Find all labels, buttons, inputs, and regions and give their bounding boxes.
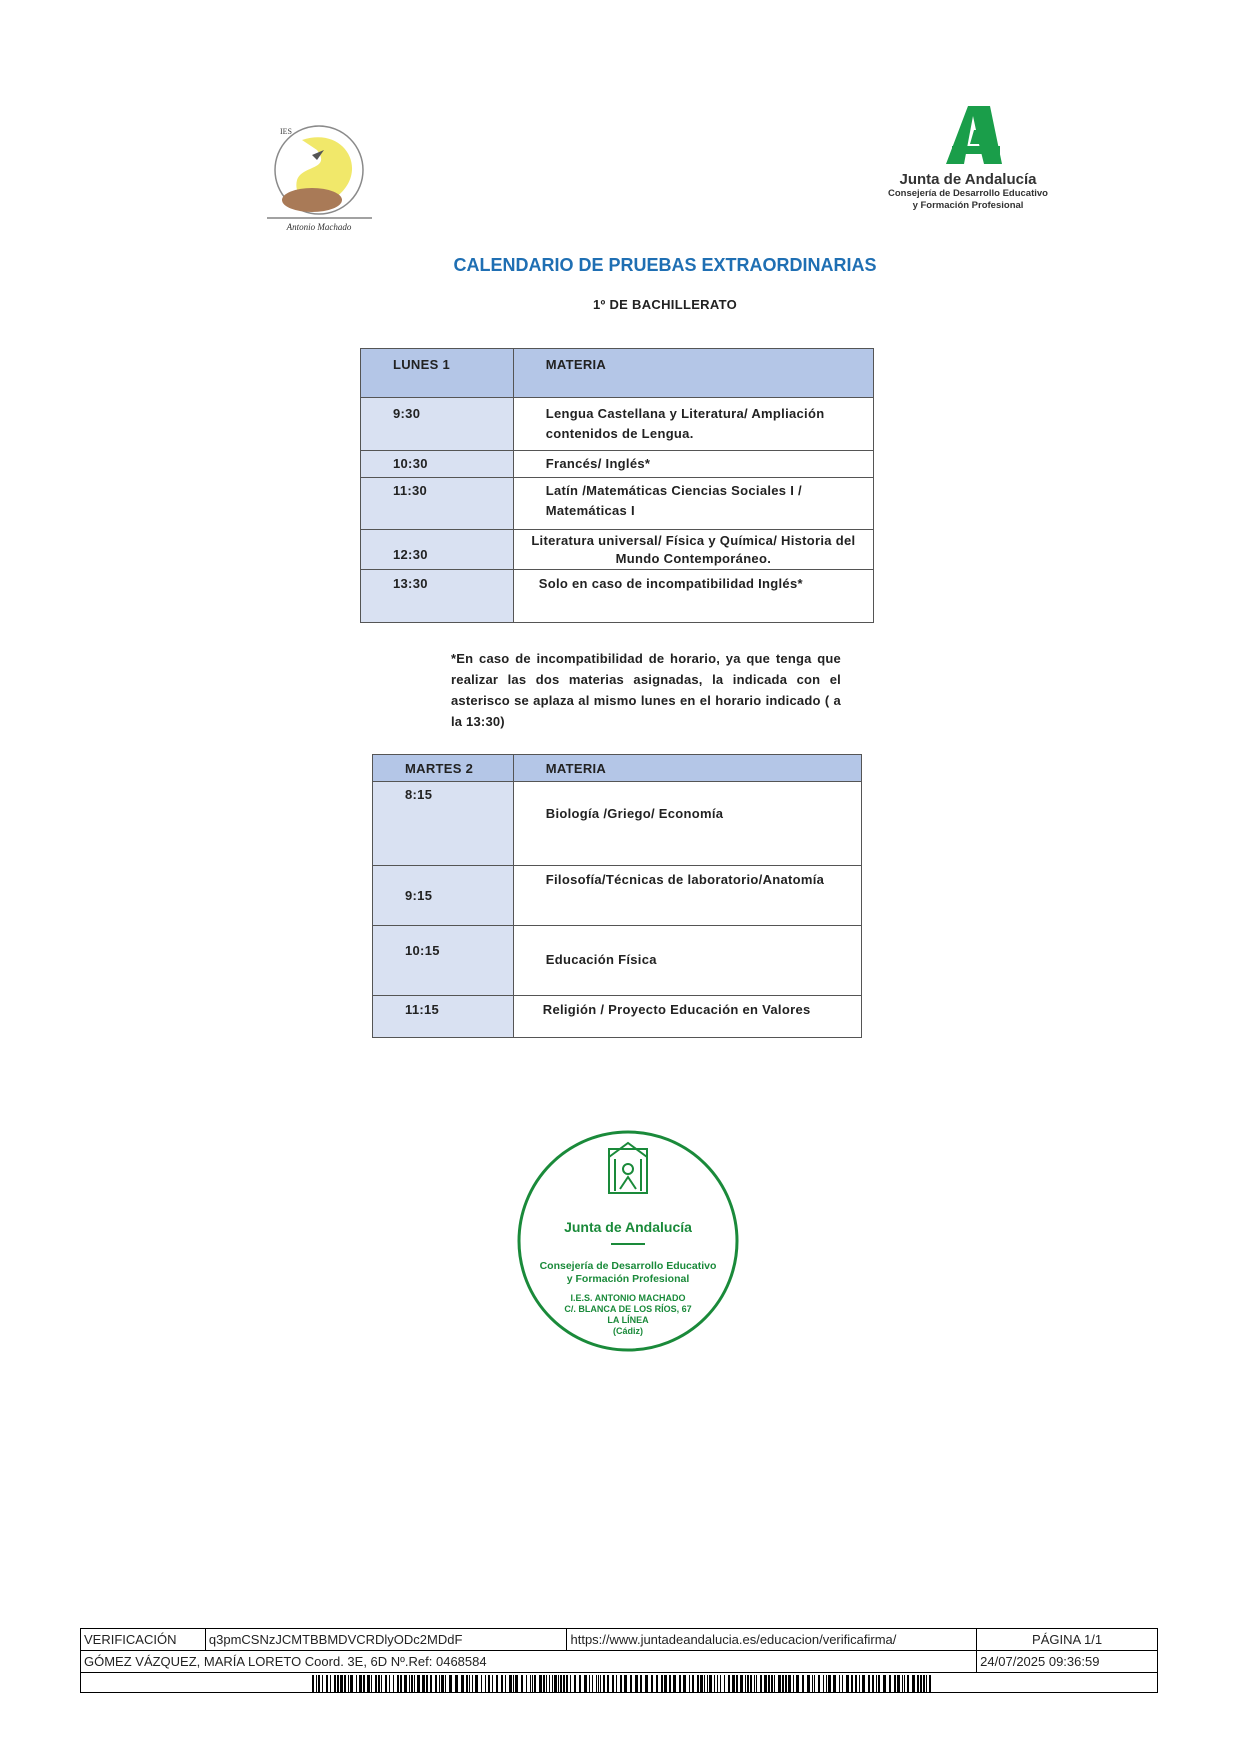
lunes-subject-header: MATERIA — [513, 349, 873, 398]
stamp-town: LA LÍNEA — [607, 1315, 649, 1325]
barcode-bar — [439, 1675, 440, 1692]
barcode-bar — [469, 1675, 470, 1692]
svg-text:IES: IES — [280, 127, 292, 136]
barcode-bar — [515, 1675, 518, 1692]
barcode-bar — [397, 1675, 399, 1692]
barcode-bar — [592, 1675, 593, 1692]
barcode-bar — [598, 1675, 599, 1692]
barcode-bar — [768, 1675, 770, 1692]
barcode-bar — [645, 1675, 648, 1692]
stamp-address: C/. BLANCA DE LOS RÍOS, 67 — [564, 1304, 692, 1314]
time-cell: 9:30 — [361, 398, 514, 451]
barcode-bar — [532, 1675, 533, 1692]
barcode-bar — [554, 1675, 557, 1692]
barcode-bar — [441, 1675, 444, 1692]
barcode-bar — [855, 1675, 857, 1692]
barcode-bar — [692, 1675, 694, 1692]
barcode-cell — [81, 1673, 1158, 1693]
barcode-bar — [485, 1675, 486, 1692]
barcode-bar — [897, 1675, 900, 1692]
barcode-bar — [912, 1675, 915, 1692]
junta-logo-mark — [868, 104, 1068, 164]
barcode-bar — [785, 1675, 787, 1692]
barcode-bar — [472, 1675, 473, 1692]
barcode-bar — [717, 1675, 718, 1692]
subject-line: Literatura universal/ Física y Química/ Historia del — [531, 533, 856, 548]
barcode-bar — [521, 1675, 523, 1692]
barcode-bar — [764, 1675, 767, 1692]
junta-logo-name: Junta de Andalucía — [899, 171, 1037, 188]
barcode-bar — [363, 1675, 365, 1692]
barcode-bar — [796, 1675, 799, 1692]
barcode-bar — [894, 1675, 896, 1692]
time-cell: 9:15 — [373, 866, 514, 926]
barcode-bar — [600, 1675, 601, 1692]
barcode-bar — [560, 1675, 562, 1692]
barcode-bar — [771, 1675, 773, 1692]
document-title: CALENDARIO DE PRUEBAS EXTRAORDINARIAS — [453, 255, 877, 275]
barcode-bar — [481, 1675, 482, 1692]
barcode-bar — [348, 1675, 349, 1692]
barcode-bar — [889, 1675, 891, 1692]
subject-line: contenidos de Lengua. — [545, 426, 694, 441]
barcode-bar — [778, 1675, 781, 1692]
signer-info: GÓMEZ VÁZQUEZ, MARÍA LORETO Coord. 3E, 6D Nº.Ref: 0468584 — [81, 1651, 977, 1673]
barcode-bar — [411, 1675, 413, 1692]
table-row — [373, 996, 862, 1038]
svg-text:Antonio Machado: Antonio Machado — [286, 222, 352, 232]
barcode-bar — [736, 1675, 738, 1692]
barcode-bar — [754, 1675, 755, 1692]
barcode-bar — [381, 1675, 382, 1692]
barcode-bar — [337, 1675, 339, 1692]
barcode-bar — [607, 1675, 609, 1692]
barcode-bar — [862, 1675, 865, 1692]
barcode-bar — [700, 1675, 703, 1692]
barcode-bar — [920, 1675, 922, 1692]
martes-schedule-table — [372, 754, 862, 1038]
barcode-bar — [584, 1675, 587, 1692]
barcode-bar — [426, 1675, 428, 1692]
barcode-bar — [689, 1675, 690, 1692]
barcode-bar — [807, 1675, 810, 1692]
barcode-bar — [818, 1675, 820, 1692]
barcode-bar — [534, 1675, 536, 1692]
barcode-bar — [603, 1675, 605, 1692]
lunes-day-header: LUNES 1 — [361, 349, 514, 398]
table-row — [373, 866, 862, 926]
lunes-schedule-table — [360, 348, 874, 623]
barcode-bar — [683, 1675, 686, 1692]
barcode-bar — [904, 1675, 905, 1692]
stamp-org: Junta de Andalucía — [564, 1219, 692, 1235]
barcode-bar — [740, 1675, 743, 1692]
barcode-bar — [669, 1675, 671, 1692]
barcode-bar — [823, 1675, 824, 1692]
barcode-graphic — [312, 1675, 932, 1692]
barcode-bar — [558, 1675, 559, 1692]
barcode-bar — [385, 1675, 387, 1692]
barcode-bar — [539, 1675, 542, 1692]
subject-line: Mundo Contemporáneo. — [615, 551, 772, 566]
time-cell: 12:30 — [361, 530, 514, 570]
barcode-bar — [846, 1675, 849, 1692]
barcode-bar — [543, 1675, 545, 1692]
barcode-bar — [902, 1675, 903, 1692]
barcode-bar — [322, 1675, 323, 1692]
barcode-bar — [624, 1675, 627, 1692]
subject-line: Latín /Matemáticas Ciencias Sociales I / — [545, 483, 802, 498]
subject-cell: Biología /Griego/ Economía — [513, 782, 861, 866]
barcode-bar — [393, 1675, 394, 1692]
official-stamp — [516, 1129, 740, 1353]
barcode-bar — [793, 1675, 794, 1692]
barcode-bar — [359, 1675, 362, 1692]
school-logo-graphic — [262, 120, 377, 235]
lunes-header-row — [361, 349, 874, 398]
barcode-bar — [445, 1675, 446, 1692]
barcode-bar — [461, 1675, 464, 1692]
subject-cell — [513, 530, 873, 570]
martes-header-row — [373, 755, 862, 782]
signature-datetime: 24/07/2025 09:36:59 — [977, 1651, 1158, 1673]
barcode-bar — [842, 1675, 843, 1692]
time-cell: 11:15 — [373, 996, 514, 1038]
barcode-bar — [563, 1675, 565, 1692]
barcode-bar — [728, 1675, 730, 1692]
barcode-bar — [404, 1675, 407, 1692]
barcode-bar — [814, 1675, 815, 1692]
barcode-bar — [475, 1675, 478, 1692]
barcode-bar — [664, 1675, 667, 1692]
barcode-bar — [488, 1675, 490, 1692]
barcode-bar — [833, 1675, 836, 1692]
barcode-bar — [878, 1675, 880, 1692]
barcode-bar — [679, 1675, 681, 1692]
stamp-province: (Cádiz) — [613, 1326, 643, 1336]
verification-url-link[interactable]: https://www.juntadeandalucia.es/educacion/verificafirma/ — [567, 1629, 977, 1651]
subject-cell: Filosofía/Técnicas de laboratorio/Anatomía — [513, 866, 861, 926]
barcode-bar — [417, 1675, 420, 1692]
barcode-bar — [344, 1675, 346, 1692]
time-cell: 13:30 — [361, 570, 514, 623]
barcode-bar — [923, 1675, 925, 1692]
subject-cell — [513, 398, 873, 451]
barcode-bar — [340, 1675, 343, 1692]
barcode-bar — [720, 1675, 721, 1692]
barcode-bar — [828, 1675, 831, 1692]
barcode-bar — [750, 1675, 752, 1692]
barcode-bar — [745, 1675, 746, 1692]
barcode-bar — [651, 1675, 653, 1692]
barcode-bar — [367, 1675, 370, 1692]
barcode-bar — [782, 1675, 784, 1692]
barcode-bar — [635, 1675, 638, 1692]
footer-row — [81, 1673, 1158, 1693]
junta-logo-dept-line1: Consejería de Desarrollo Educativo — [888, 188, 1048, 199]
time-cell: 10:30 — [361, 451, 514, 478]
barcode-bar — [883, 1675, 886, 1692]
table-row — [361, 530, 874, 570]
verification-label: VERIFICACIÓN — [81, 1629, 206, 1651]
barcode-bar — [697, 1675, 699, 1692]
barcode-bar — [330, 1675, 331, 1692]
barcode-bar — [422, 1675, 425, 1692]
barcode-bar — [574, 1675, 576, 1692]
barcode-bar — [926, 1675, 927, 1692]
subject-line: Matemáticas I — [545, 503, 635, 518]
footer-row — [81, 1629, 1158, 1651]
barcode-bar — [526, 1675, 527, 1692]
barcode-bar — [673, 1675, 676, 1692]
subject-cell: Francés/ Inglés* — [513, 451, 873, 478]
barcode-bar — [496, 1675, 498, 1692]
barcode-bar — [350, 1675, 353, 1692]
barcode-bar — [318, 1675, 320, 1692]
barcode-bar — [552, 1675, 553, 1692]
barcode-bar — [375, 1675, 377, 1692]
barcode-bar — [747, 1675, 749, 1692]
barcode-bar — [570, 1675, 571, 1692]
table-row — [361, 478, 874, 530]
page-number: PÁGINA 1/1 — [977, 1629, 1158, 1651]
table-row — [373, 926, 862, 996]
barcode-bar — [505, 1675, 506, 1692]
barcode-bar — [435, 1675, 437, 1692]
time-cell: 10:15 — [373, 926, 514, 996]
barcode-bar — [334, 1675, 336, 1692]
martes-day-header: MARTES 2 — [373, 755, 514, 782]
barcode-bar — [851, 1675, 853, 1692]
barcode-bar — [455, 1675, 458, 1692]
barcode-bar — [714, 1675, 715, 1692]
barcode-bar — [356, 1675, 357, 1692]
barcode-bar — [760, 1675, 762, 1692]
barcode-bar — [501, 1675, 503, 1692]
barcode-bar — [620, 1675, 622, 1692]
junta-logo-dept-line2: y Formación Profesional — [912, 200, 1024, 211]
junta-logo — [868, 104, 1068, 214]
subject-cell — [513, 478, 873, 530]
time-cell: 8:15 — [373, 782, 514, 866]
barcode-bar — [449, 1675, 452, 1692]
stamp-dept-line1: Consejería de Desarrollo Educativo — [539, 1260, 717, 1272]
table-row — [361, 398, 874, 451]
barcode-bar — [656, 1675, 658, 1692]
barcode-bar — [316, 1675, 317, 1692]
barcode-bar — [389, 1675, 390, 1692]
barcode-bar — [579, 1675, 581, 1692]
subject-cell: Religión / Proyecto Educación en Valores — [513, 996, 861, 1038]
barcode-bar — [546, 1675, 547, 1692]
barcode-bar — [732, 1675, 735, 1692]
barcode-bar — [640, 1675, 642, 1692]
school-logo — [262, 120, 377, 235]
barcode-bar — [929, 1675, 931, 1692]
barcode-bar — [774, 1675, 775, 1692]
barcode-bar — [802, 1675, 804, 1692]
verification-code: q3pmCSNzJCMTBBMDVCRDlyODc2MDdF — [205, 1629, 567, 1651]
barcode-bar — [724, 1675, 725, 1692]
barcode-bar — [907, 1675, 909, 1692]
time-cell: 11:30 — [361, 478, 514, 530]
barcode-bar — [430, 1675, 432, 1692]
barcode-bar — [876, 1675, 877, 1692]
stamp-school: I.E.S. ANTONIO MACHADO — [570, 1293, 686, 1303]
barcode-bar — [709, 1675, 712, 1692]
martes-subject-header: MATERIA — [513, 755, 861, 782]
barcode-bar — [756, 1675, 757, 1692]
barcode-bar — [492, 1675, 493, 1692]
barcode-bar — [596, 1675, 597, 1692]
barcode-bar — [616, 1675, 617, 1692]
barcode-bar — [826, 1675, 827, 1692]
barcode-bar — [859, 1675, 860, 1692]
barcode-bar — [414, 1675, 415, 1692]
barcode-bar — [378, 1675, 380, 1692]
barcode-bar — [409, 1675, 410, 1692]
subject-cell: Educación Física — [513, 926, 861, 996]
barcode-bar — [312, 1675, 314, 1692]
incompatibility-note: *En caso de incompatibilidad de horario, ya que tenga que realizar las dos materias asignadas, la indicada con el asterisco se aplaza al mismo lunes en el horario indicado ( a la 13:30) — [451, 651, 841, 729]
verification-footer — [80, 1628, 1158, 1693]
table-row — [361, 451, 874, 478]
barcode-bar — [466, 1675, 468, 1692]
barcode-bar — [589, 1675, 590, 1692]
barcode-bar — [400, 1675, 402, 1692]
barcode-bar — [509, 1675, 512, 1692]
barcode-bar — [513, 1675, 514, 1692]
subject-cell: Solo en caso de incompatibilidad Inglés* — [513, 570, 873, 623]
barcode-bar — [549, 1675, 550, 1692]
barcode-bar — [812, 1675, 813, 1692]
barcode-bar — [612, 1675, 614, 1692]
barcode-bar — [326, 1675, 328, 1692]
barcode-bar — [530, 1675, 531, 1692]
barcode-bar — [868, 1675, 870, 1692]
table-row — [373, 782, 862, 866]
subject-line: Lengua Castellana y Literatura/ Ampliación — [545, 406, 825, 421]
barcode-bar — [872, 1675, 874, 1692]
barcode-bar — [707, 1675, 708, 1692]
barcode-bar — [839, 1675, 840, 1692]
barcode-bar — [661, 1675, 663, 1692]
barcode-bar — [630, 1675, 632, 1692]
barcode-bar — [704, 1675, 705, 1692]
table-row — [361, 570, 874, 623]
document-subtitle: 1º DE BACHILLERATO — [592, 297, 737, 312]
barcode-bar — [917, 1675, 919, 1692]
stamp-dept-line2: y Formación Profesional — [566, 1273, 690, 1285]
barcode-bar — [566, 1675, 568, 1692]
barcode-bar — [371, 1675, 372, 1692]
footer-row — [81, 1651, 1158, 1673]
barcode-bar — [788, 1675, 791, 1692]
